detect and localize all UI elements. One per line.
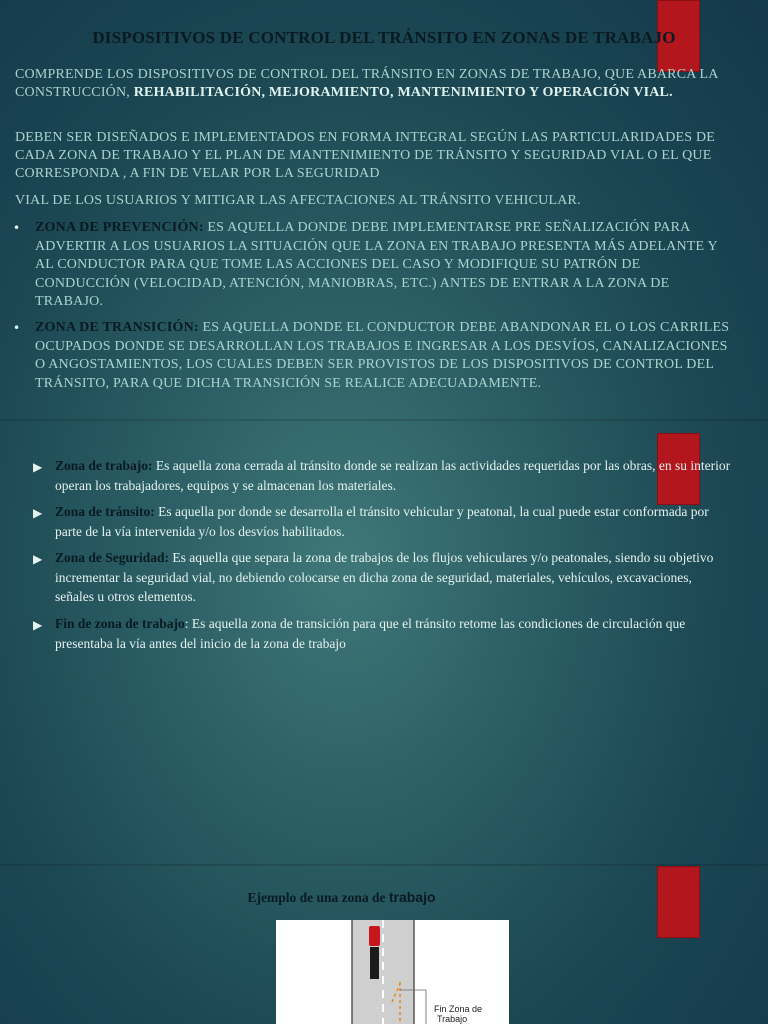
bullet-zona-transicion xyxy=(13,319,738,393)
item-term: Zona de trabajo: xyxy=(55,458,153,473)
triangle-bullet-icon: ▶ xyxy=(33,506,43,520)
bullet-zona-prevencion xyxy=(13,219,738,312)
item-zona-seguridad xyxy=(33,548,733,607)
item-zona-trabajo xyxy=(33,456,733,495)
work-zone-diagram-svg xyxy=(276,920,509,1024)
slide-1 xyxy=(0,0,768,420)
example-title xyxy=(0,889,683,906)
triangle-bullet-icon: ▶ xyxy=(33,460,43,474)
bullet-term: ZONA DE PREVENCIÓN: xyxy=(35,220,204,235)
bullet-dot-icon: • xyxy=(13,321,21,335)
slide-1-title: DISPOSITIVOS DE CONTROL DEL TRÁNSITO EN ZONAS DE TRABAJO xyxy=(92,28,676,47)
slide-1-paragraph-3: VIAL DE LOS USUARIOS Y MITIGAR LAS AFECTACIONES AL TRÁNSITO VEHICULAR. xyxy=(15,193,581,208)
item-text: Es aquella zona cerrada al tránsito donde se realizan las actividades requeridas por las obras, en su interior operan los trabajadores, equipos y se almacenan los materiales. xyxy=(55,458,731,493)
diagram-label-line-1: Fin Zona de xyxy=(434,1004,483,1014)
item-fin-zona-trabajo xyxy=(33,614,733,653)
triangle-bullet-icon: ▶ xyxy=(33,552,43,566)
truck-trailer-icon xyxy=(370,947,379,979)
item-text: Es aquella que separa la zona de trabajos de los flujos vehiculares y/o peatonales, siendo su objetivo incrementar la seguridad vial, no debiendo colocarse en dicha zona de seguridad, materiales, vehículos, excavaciones, señales u otros elementos. xyxy=(55,550,714,604)
triangle-bullet-icon: ▶ xyxy=(33,618,43,632)
bullet-text: ES AQUELLA DONDE DEBE IMPLEMENTARSE PRE SEÑALIZACIÓN PARA ADVERTIR A LOS USUARIOS LA SITUACIÓN QUE LA ZONA EN TRABAJO PRESENTA MÁS ADELANTE Y AL CONDUCTOR PARA QUE TOME LAS ACCIONES DEL CASO Y MODIFIQUE SU PATRÓN DE CONDUCCIÓN (VELOCIDAD, ATENCIÓN, MANIOBRAS, ETC.) ANTES DE ENTRAR A LA ZONA DE TRABAJO. xyxy=(35,220,718,309)
paragraph-1-bold: REHABILITACIÓN, MEJORAMIENTO, MANTENIMIENTO Y OPERACIÓN VIAL. xyxy=(133,85,673,100)
diagram-label-line-2: Trabajo xyxy=(437,1014,468,1024)
item-text: Es aquella por donde se desarrolla el tránsito vehicular y peatonal, la cual puede estar conformada por parte de la vía intervenida y/o los desvíos habilitados. xyxy=(55,504,709,539)
item-term: Zona de tránsito: xyxy=(55,504,155,519)
item-term: Zona de Seguridad: xyxy=(55,550,170,565)
item-zona-transito xyxy=(33,502,733,541)
example-title-part-2: trabajo xyxy=(388,889,436,905)
bullet-text: ES AQUELLA DONDE EL CONDUCTOR DEBE ABANDONAR EL O LOS CARRILES OCUPADOS DONDE SE DESARROLLAN LOS TRABAJOS E INGRESAR A LOS DESVÍOS, CANALIZACIONES O ANGOSTAMIENTOS, LOS CUALES DEBEN SER PROVISTOS DE LOS DISPOSITIVOS DE CONTROL DEL TRÁNSITO, PARA QUE DICHA TRANSICIÓN SE REALICE ADECUADAMENTE. xyxy=(35,320,730,391)
work-zone-diagram xyxy=(276,920,509,1024)
slide-1-paragraph-2: DEBEN SER DISEÑADOS E IMPLEMENTADOS EN FORMA INTEGRAL SEGÚN LAS PARTICULARIDADES DE CADA ZONA DE TRABAJO Y EL PLAN DE MANTENIMIENTO DE TRÁNSITO Y SEGURIDAD VIAL O EL QUE CORRESPONDA , A FIN DE VELAR POR LA SEGURIDAD xyxy=(15,130,716,181)
slide-3 xyxy=(0,865,768,1024)
bullet-term: ZONA DE TRANSICIÓN: xyxy=(35,320,199,335)
paragraph-1-text: COMPRENDE LOS DISPOSITIVOS DE CONTROL DEL TRÁNSITO EN ZONAS DE TRABAJO, QUE ABARCA LA CONSTRUCCIÓN, xyxy=(15,67,718,100)
bullet-dot-icon: • xyxy=(13,221,21,235)
truck-cab-icon xyxy=(369,926,380,946)
item-text: : Es aquella zona de transición para que el tránsito retome las condiciones de circulación que presentaba la vía antes del inicio de la zona de trabajo xyxy=(55,616,686,651)
example-title-part-1: Ejemplo de una zona de xyxy=(247,890,389,905)
slide-1-paragraph-1 xyxy=(15,66,735,102)
slide-2 xyxy=(0,420,768,865)
item-term: Fin de zona de trabajo xyxy=(55,616,185,631)
